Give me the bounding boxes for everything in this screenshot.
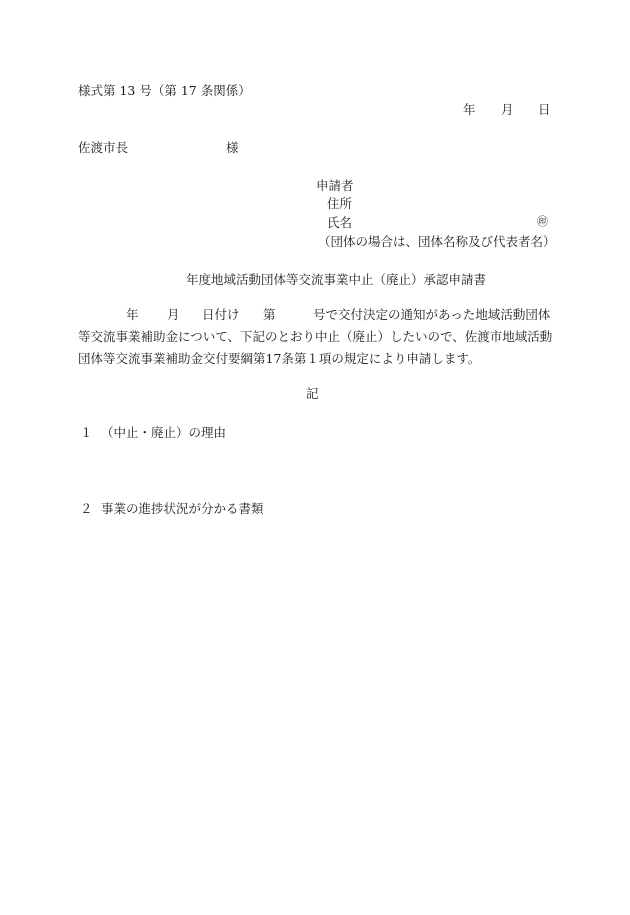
ki-heading: 記 bbox=[306, 386, 319, 401]
body-month: 月 bbox=[167, 307, 180, 322]
applicant-name-label: 氏名 bbox=[327, 215, 353, 230]
body-no-prefix: 第 bbox=[263, 307, 276, 322]
applicant-note: （団体の場合は、団体名称及び代表者名） bbox=[318, 234, 556, 249]
date-day: 日 bbox=[538, 102, 551, 117]
body-line-2: 等交流事業補助金について、下記のとおり中止（廃止）したいので、佐渡市地域活動 bbox=[78, 329, 553, 344]
item-1-number: １ bbox=[80, 425, 93, 440]
date-year: 年 bbox=[463, 102, 476, 117]
item-1-label: （中止・廃止）の理由 bbox=[101, 425, 227, 440]
applicant-label: 申請者 bbox=[316, 178, 354, 193]
body-date-suffix: 日付け bbox=[202, 307, 240, 322]
item-2-number: ２ bbox=[80, 501, 93, 516]
body-line-3: 団体等交流事業補助金交付要綱第17条第１項の規定により申請します。 bbox=[78, 351, 481, 366]
body-paragraph bbox=[78, 304, 554, 370]
addressee-honorific: 様 bbox=[226, 140, 239, 155]
date-month: 月 bbox=[501, 102, 514, 117]
document-title: 年度地域活動団体等交流事業中止（廃止）承認申請書 bbox=[186, 272, 487, 287]
item-2-label: 事業の進捗状況が分かる書類 bbox=[101, 501, 264, 516]
body-line-1 bbox=[78, 304, 554, 326]
form-number: 様式第 13 号（第 17 条関係） bbox=[78, 83, 251, 98]
body-line-1-rest: 号で交付決定の通知があった地域活動団体 bbox=[313, 307, 551, 322]
addressee-name: 佐渡市長 bbox=[78, 140, 129, 155]
applicant-address-label: 住所 bbox=[327, 196, 353, 211]
body-year: 年 bbox=[126, 307, 139, 322]
seal-mark: ㊞ bbox=[537, 215, 548, 228]
